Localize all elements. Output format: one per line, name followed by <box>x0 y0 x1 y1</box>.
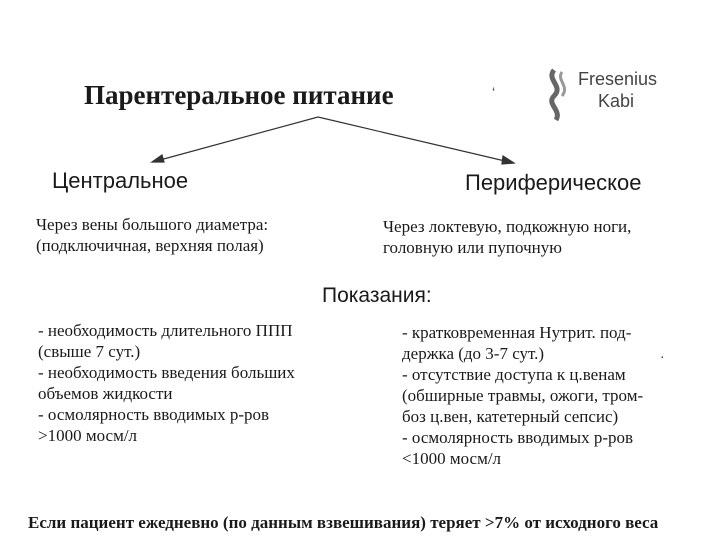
indication-item: объемов жидкости <box>38 384 173 403</box>
footer-note: Если пациент ежедневно (по данным взвешивания) теряет >7% от исходного веса <box>28 513 659 532</box>
stray-mark: · <box>660 348 665 364</box>
indication-item: - необходимость длительного ППП <box>38 321 293 340</box>
indication-item: держка (до 3-7 сут.) <box>402 344 545 363</box>
fresenius-kabi-logo <box>540 66 658 122</box>
logo-line2: Kabi <box>598 91 635 111</box>
indications-heading: Показания: <box>322 284 432 307</box>
indication-item: <1000 мосм/л <box>402 449 502 468</box>
indication-item: - осмолярность вводимых р-ров <box>38 405 270 424</box>
arrow-head-peripheral <box>502 156 514 164</box>
indications-central-list <box>38 320 378 446</box>
logo-line1: Fresenius <box>578 69 658 89</box>
indication-item: (обширные травмы, ожоги, тром- <box>402 386 644 405</box>
indication-item: (свыше 7 сут.) <box>38 342 141 361</box>
arrow-to-peripheral <box>318 117 505 161</box>
indications-peripheral-list <box>402 322 712 469</box>
central-description <box>36 214 366 256</box>
arrow-head-central <box>152 155 164 162</box>
peripheral-desc-line: головную или пупочную <box>383 238 562 257</box>
arrow-to-central <box>160 117 318 160</box>
stray-mark: ‘ <box>492 84 496 100</box>
indication-item: - необходимость введения больших <box>38 363 295 382</box>
indication-item: >1000 мосм/л <box>38 426 138 445</box>
indication-item: - кратковременная Нутрит. под- <box>402 323 632 342</box>
page-title: Парентеральное питание <box>84 80 394 110</box>
central-desc-line: Через вены большого диаметра: <box>36 215 269 234</box>
indication-item: боз ц.вен, катетерный сепсис) <box>402 407 619 426</box>
logo-swirl-icon <box>540 66 576 122</box>
central-desc-line: (подключичная, верхняя полая) <box>36 236 264 255</box>
peripheral-description <box>383 216 713 258</box>
indication-item: - осмолярность вводимых р-ров <box>402 428 634 447</box>
branch-peripheral-label: Периферическое <box>465 170 642 195</box>
peripheral-desc-line: Через локтевую, подкожную ноги, <box>383 217 632 236</box>
indication-item: - отсутствие доступа к ц.венам <box>402 365 626 384</box>
branch-central-label: Центральное <box>52 168 189 193</box>
